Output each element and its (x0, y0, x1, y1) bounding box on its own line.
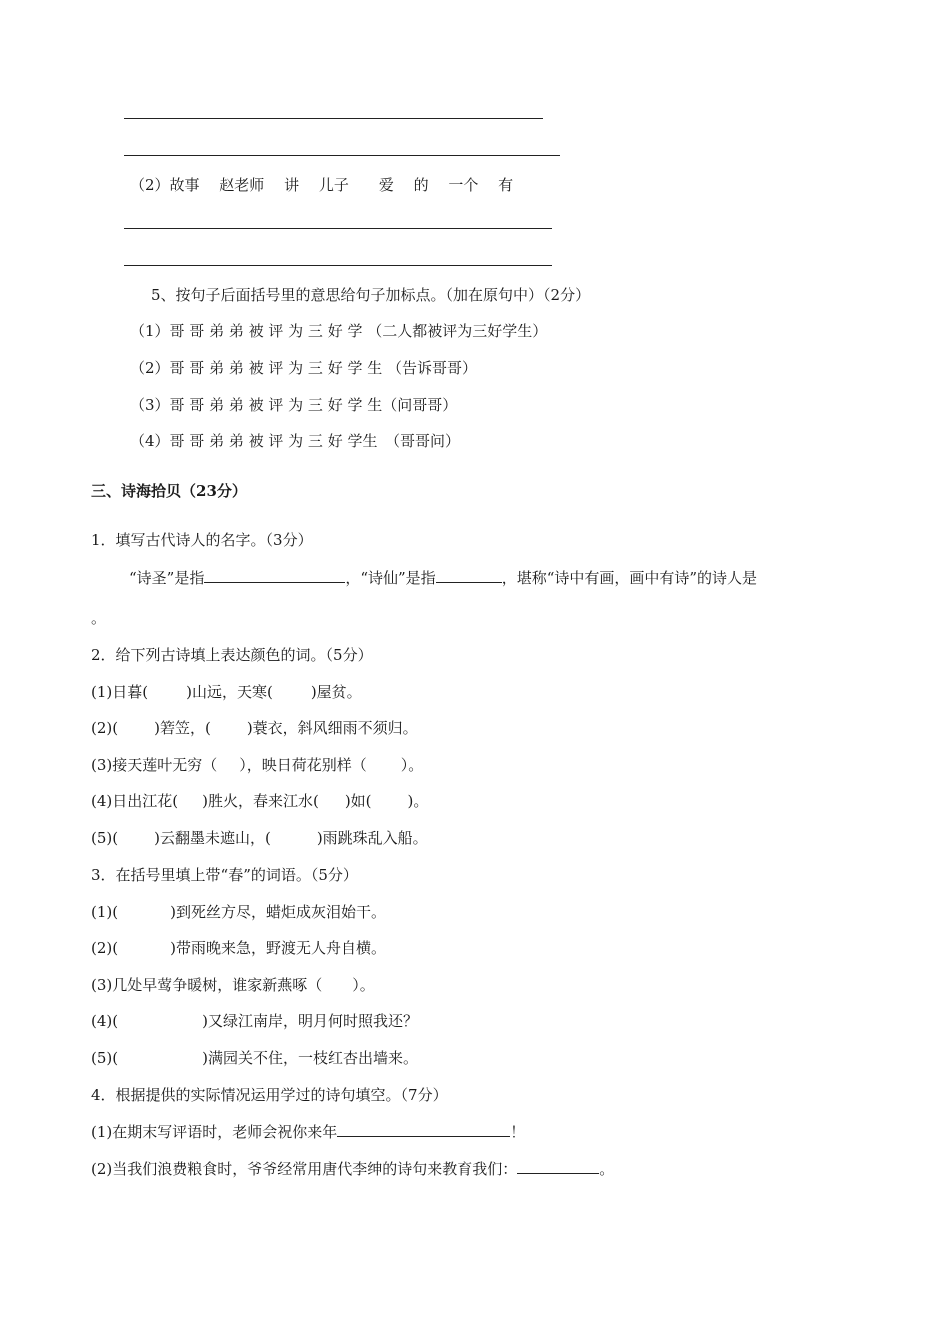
s3-q3-line-4: (4)( )又绿江南岸，明月何时照我还？ (91, 1012, 418, 1030)
s3-q3-line-3: (3)几处早莺争暖树，谁家新燕啄（ ）。 (91, 976, 375, 994)
q5-title: 5、按句子后面括号里的意思给句子加标点。（加在原句中）（2分） (151, 286, 591, 304)
answer-line-4[interactable] (124, 265, 552, 266)
answer-line-1[interactable] (124, 118, 543, 119)
s3-q1-line: “诗圣”是指 ，“诗仙”是指 ，堪称“诗中有画，画中有诗”的诗人是 (129, 569, 758, 587)
s3-q1-end: 。 (91, 609, 107, 627)
q5-item-2: （2）哥 哥 弟 弟 被 评 为 三 好 学 生 （告诉哥哥） (130, 359, 477, 377)
s3-q2-line-3: (3)接天莲叶无穷（ ），映日荷花别样（ ）。 (91, 756, 424, 774)
blank-poem-1[interactable] (337, 1121, 510, 1137)
answer-line-3[interactable] (124, 228, 552, 229)
s3-q1-title: 1．填写古代诗人的名字。（3分） (91, 531, 313, 549)
s3-q4-line-1: (1)在期末写评语时，老师会祝你来年 ！ (91, 1123, 526, 1141)
s3-q3-title: 3．在括号里填上带“春”的词语。（5分） (91, 866, 358, 884)
section3-heading: 三、诗海拾贝（23分） (91, 482, 247, 500)
s3-q4-title: 4．根据提供的实际情况运用学过的诗句填空。（7分） (91, 1086, 448, 1104)
s3-q4-line-2: (2)当我们浪费粮食时，爷爷经常用唐代李绅的诗句来教育我们： 。 (91, 1160, 615, 1178)
q5-item-4: （4）哥 哥 弟 弟 被 评 为 三 好 学生 （哥哥问） (130, 432, 460, 450)
s3-q2-line-5: (5)( )云翻墨未遮山，( )雨跳珠乱入船。 (91, 829, 428, 847)
blank-shisheng[interactable] (204, 567, 345, 583)
answer-line-2[interactable] (124, 155, 560, 156)
s3-q2-line-4: (4)日出江花( )胜火，春来江水( )如( )。 (91, 792, 429, 810)
q4-part2-words: （2）故事 赵老师 讲 儿子 爱 的 一个 有 (130, 176, 514, 194)
q5-item-3: （3）哥 哥 弟 弟 被 评 为 三 好 学 生（问哥哥） (130, 396, 458, 414)
blank-poem-2[interactable] (517, 1158, 599, 1174)
s3-q2-line-1: (1)日暮( )山远，天寒( )屋贫。 (91, 683, 362, 701)
q5-item-1: （1）哥 哥 弟 弟 被 评 为 三 好 学 （二人都被评为三好学生） (130, 322, 548, 340)
s3-q2-line-2: (2)( )箬笠，( )蓑衣，斜风细雨不须归。 (91, 719, 418, 737)
blank-shixian[interactable] (436, 567, 502, 583)
s3-q3-line-2: (2)( )带雨晚来急，野渡无人舟自横。 (91, 939, 386, 957)
s3-q2-title: 2．给下列古诗填上表达颜色的词。（5分） (91, 646, 373, 664)
s3-q3-line-5: (5)( )满园关不住，一枝红杏出墙来。 (91, 1049, 418, 1067)
s3-q3-line-1: (1)( )到死丝方尽，蜡炬成灰泪始干。 (91, 903, 386, 921)
